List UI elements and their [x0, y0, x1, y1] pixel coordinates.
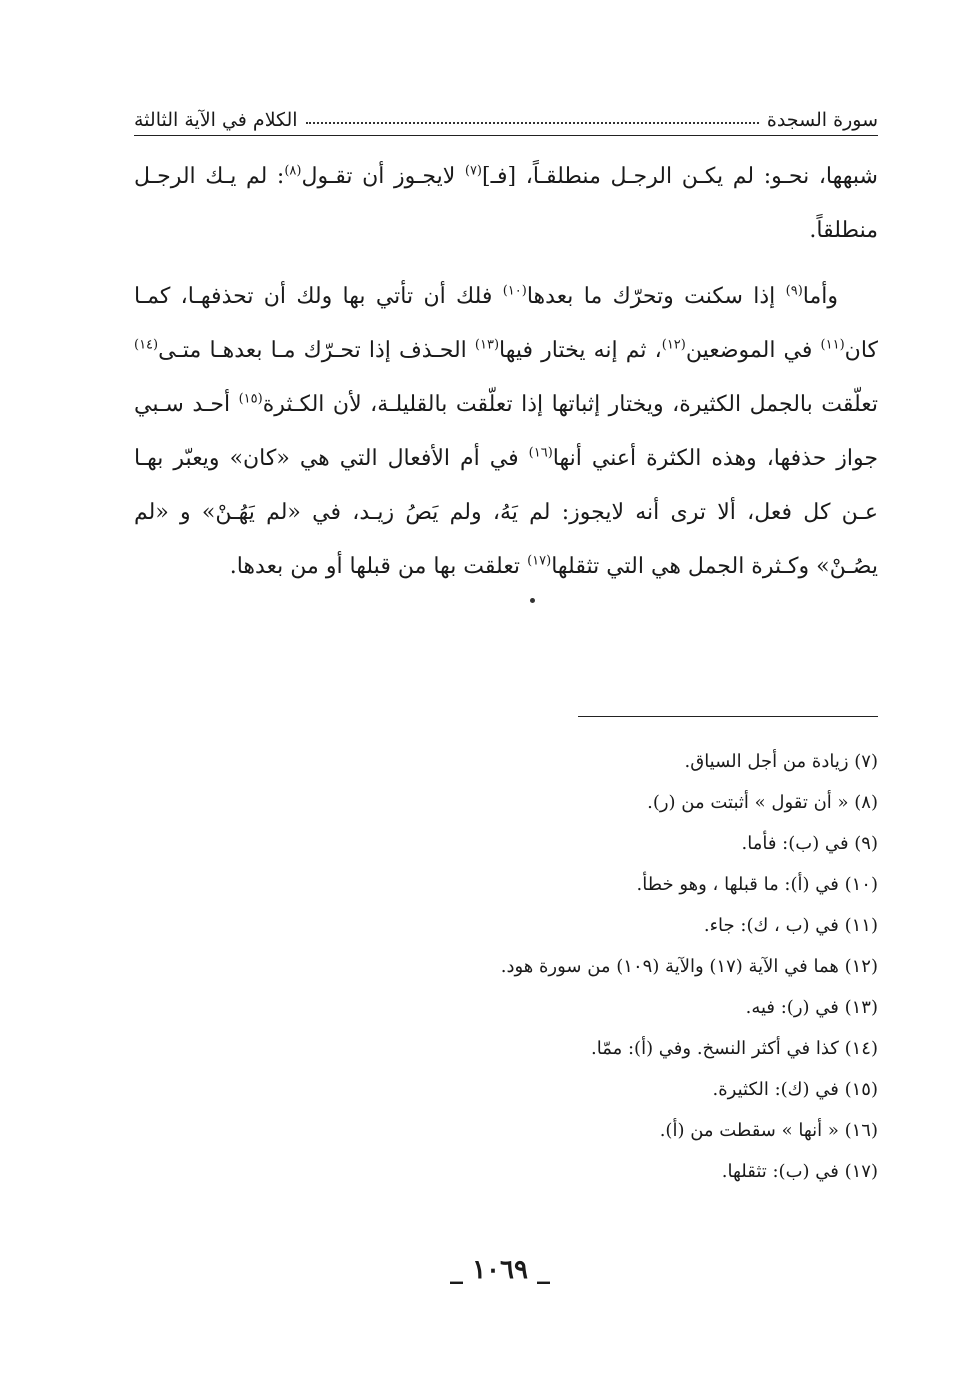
- footnote-ref-8: (٨): [284, 163, 302, 179]
- header-surah-title: سورة السجدة: [766, 109, 878, 131]
- body-text: [134, 150, 878, 594]
- text-run: تعلّقت بالجمل الكثيرة، ويختار إثباتها إذا تعلّقت بالقليلـة، لأن الكـثرة: [262, 392, 878, 417]
- footnote-9: (٩) في (ب): فأما.: [741, 833, 878, 854]
- text-run: في أم الأفعال التي هي «كان» ويعبّر بهـا عـن كل فعل، ألا ترى أنه لايجوز: لم يَهُ، ولم يَصُ زيـد، في «لم يَهُـنْ» و «لم يصُـنْ» وكـثرة الجمل هي التي تثقلها: [134, 446, 878, 579]
- text-run: ، ثم إنه يختار فيها: [499, 338, 662, 363]
- text-run: وأما: [802, 284, 838, 309]
- running-header: [134, 100, 878, 136]
- footnote-10: (١٠) في (أ): ما قبلها ، وهو خطأ.: [636, 874, 878, 895]
- paragraph-2: [134, 270, 878, 594]
- footnote-15: (١٥) في (ك): الكثيرة.: [712, 1079, 878, 1100]
- footnote-13: (١٣) في (ر): فيه.: [745, 997, 878, 1018]
- footnote-12: (١٢) هما في الآية (١٧) والآية (١٠٩) من سورة هود.: [500, 956, 878, 977]
- footnote-separator: [578, 716, 878, 717]
- footnote-ref-13: (١٣): [474, 337, 500, 353]
- ink-dot: [530, 598, 535, 603]
- footnotes-list: [134, 745, 878, 1196]
- text-run: أحـد سـبي جواز حذفها، وهذه الكثرة أعني أنها: [134, 392, 879, 471]
- footnote-ref-17: (١٧): [527, 553, 552, 569]
- text-run: إذا سكنت وتحرّك ما بعدها: [526, 284, 786, 309]
- footnote-7: (٧) زيادة من أجل السياق.: [684, 751, 878, 772]
- footnote-ref-10: (١٠): [502, 283, 527, 299]
- footnote-ref-11: (١١): [820, 337, 845, 353]
- header-dot-leader: [306, 122, 759, 124]
- footnote-11: (١١) في (ب ، ك): جاء.: [703, 915, 878, 936]
- footnote-ref-9: (٩): [785, 283, 803, 299]
- text-run: الحـذف إذا تحـرّك مـا بعدهـا متـى: [158, 338, 475, 363]
- footnote-ref-15: (١٥): [238, 391, 263, 407]
- header-section-title: الكلام في الآية الثالثة: [134, 109, 298, 131]
- footnote-ref-12: (١٢): [661, 337, 686, 353]
- text-run: فلك أن تأتي بها ولك أن تحذفهـا، كمـا كان: [134, 284, 879, 363]
- footnote-17: (١٧) في (ب): تثقلها.: [721, 1161, 878, 1182]
- footnote-ref-14: (١٤): [134, 337, 159, 353]
- footnote-14: (١٤) كذا في أكثر النسخ. وفي (أ): ممّا.: [591, 1038, 878, 1059]
- paragraph-1: [134, 150, 878, 258]
- footnote-ref-7: (٧): [464, 163, 482, 179]
- footnote-16: (١٦) « أنها » سقطت من (أ).: [659, 1120, 878, 1141]
- text-run: : لم يـك الرجـل منطلقاً.: [134, 164, 878, 243]
- page-number: _ ١٠٦٩ _: [450, 1255, 550, 1285]
- text-run: تعلقت بها من قبلها أو من بعدها.: [229, 554, 528, 579]
- text-run: شبهها، نحـو: لم يكـن الرجـل منطلقـاً، [فـ]: [482, 164, 878, 189]
- footnote-ref-16: (١٦): [528, 445, 553, 461]
- footnote-8: (٨) « أن تقول » أثبتت من (ر).: [647, 792, 878, 813]
- text-run: لايجـوز أن تقـول: [301, 164, 465, 189]
- text-run: في الموضعين: [685, 338, 821, 363]
